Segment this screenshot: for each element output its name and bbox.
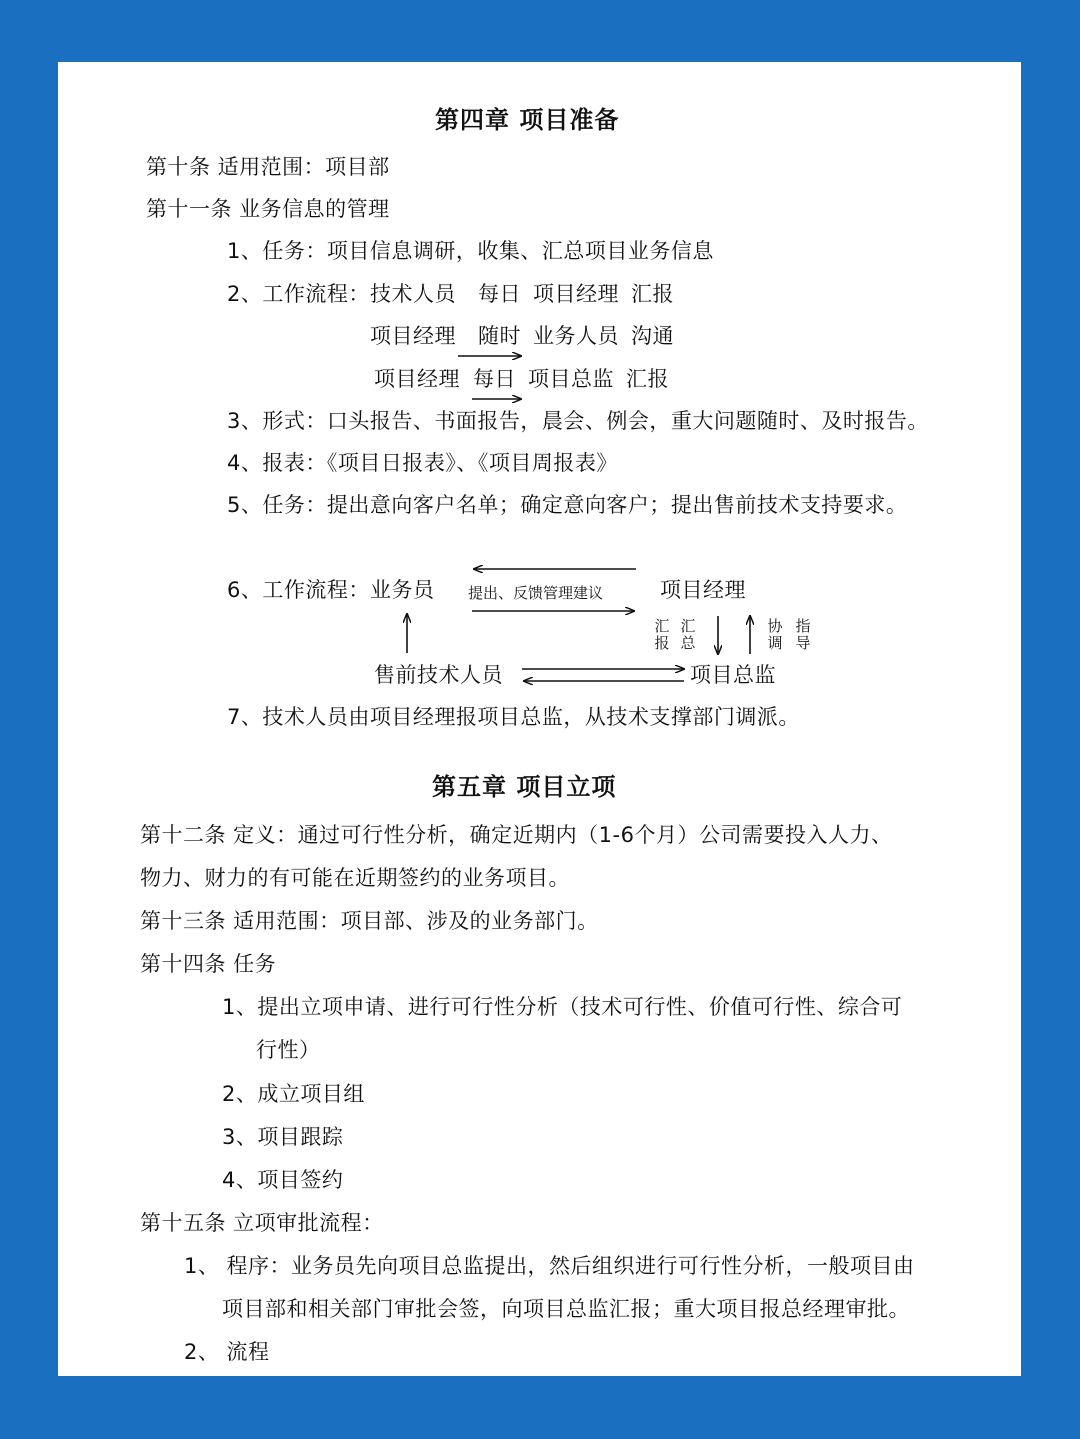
document-page	[58, 62, 1021, 1376]
item-1-task: 1、任务：项目信息调研，收集、汇总项目业务信息	[227, 239, 714, 263]
label-guide: 指导	[795, 617, 811, 652]
chapter-4-title: 第四章 项目准备	[435, 106, 620, 134]
row3-to: 项目总监	[528, 367, 614, 391]
label-summary: 汇总	[680, 617, 696, 652]
row3-frequency: 每日	[473, 367, 516, 391]
task-4: 4、项目签约	[222, 1168, 344, 1192]
row2-frequency: 随时	[478, 324, 521, 348]
item-3-format: 3、形式：口头报告、书面报告，晨会、例会，重大问题随时、及时报告。	[227, 409, 929, 433]
task-1-line-1: 1、提出立项申请、进行可行性分析（技术可行性、价值可行性、综合可	[222, 995, 903, 1019]
article-15: 第十五条 立项审批流程：	[140, 1211, 384, 1235]
row1-to: 项目经理	[533, 282, 619, 306]
row1-from: 技术人员	[370, 282, 456, 306]
procedure-2: 2、 流程	[184, 1340, 270, 1364]
item-5-task: 5、任务：提出意向客户名单；确定意向客户；提出售前技术支持要求。	[227, 493, 908, 517]
article-10: 第十条 适用范围：项目部	[146, 155, 390, 179]
row3-action: 汇报	[626, 367, 669, 391]
article-14: 第十四条 任务	[140, 952, 277, 976]
label-coordinate: 协调	[767, 617, 783, 652]
task-2: 2、成立项目组	[222, 1082, 365, 1106]
node-salesman: 业务员	[370, 578, 435, 602]
row2-from: 项目经理	[370, 324, 456, 348]
flow-arrows	[58, 62, 1021, 1376]
item-7: 7、技术人员由项目经理报项目总监，从技术支撑部门调派。	[227, 705, 800, 729]
chapter-5-title: 第五章 项目立项	[432, 773, 617, 801]
row1-frequency: 每日	[478, 282, 521, 306]
row2-action: 沟通	[631, 324, 674, 348]
item-4-reports: 4、报表：《项目日报表》、《项目周报表》	[227, 451, 618, 475]
article-12-line-2: 物力、财力的有可能在近期签约的业务项目。	[140, 866, 570, 890]
label-report: 汇报	[654, 617, 670, 652]
article-12-line-1: 第十二条 定义：通过可行性分析，确定近期内（1-6个月）公司需要投入人力、	[140, 823, 893, 847]
article-13: 第十三条 适用范围：项目部、涉及的业务部门。	[140, 909, 599, 933]
node-presales-engineer: 售前技术人员	[374, 663, 503, 687]
edge-label-feedback: 提出、反馈管理建议	[468, 584, 604, 602]
row1-action: 汇报	[631, 282, 674, 306]
procedure-1-line-2: 项目部和相关部门审批会签，向项目总监汇报；重大项目报总经理审批。	[222, 1297, 910, 1321]
item-6-prefix: 6、工作流程：	[227, 578, 370, 602]
row3-from: 项目经理	[374, 367, 460, 391]
row2-to: 业务人员	[533, 324, 619, 348]
task-3: 3、项目跟踪	[222, 1125, 344, 1149]
task-1-line-2: 行性）	[256, 1038, 321, 1062]
item-2-prefix: 2、工作流程：	[227, 282, 370, 306]
node-project-manager: 项目经理	[660, 578, 746, 602]
procedure-1-line-1: 1、 程序：业务员先向项目总监提出，然后组织进行可行性分析，一般项目由	[184, 1254, 915, 1278]
article-11: 第十一条 业务信息的管理	[146, 197, 390, 221]
node-project-director: 项目总监	[690, 663, 776, 687]
